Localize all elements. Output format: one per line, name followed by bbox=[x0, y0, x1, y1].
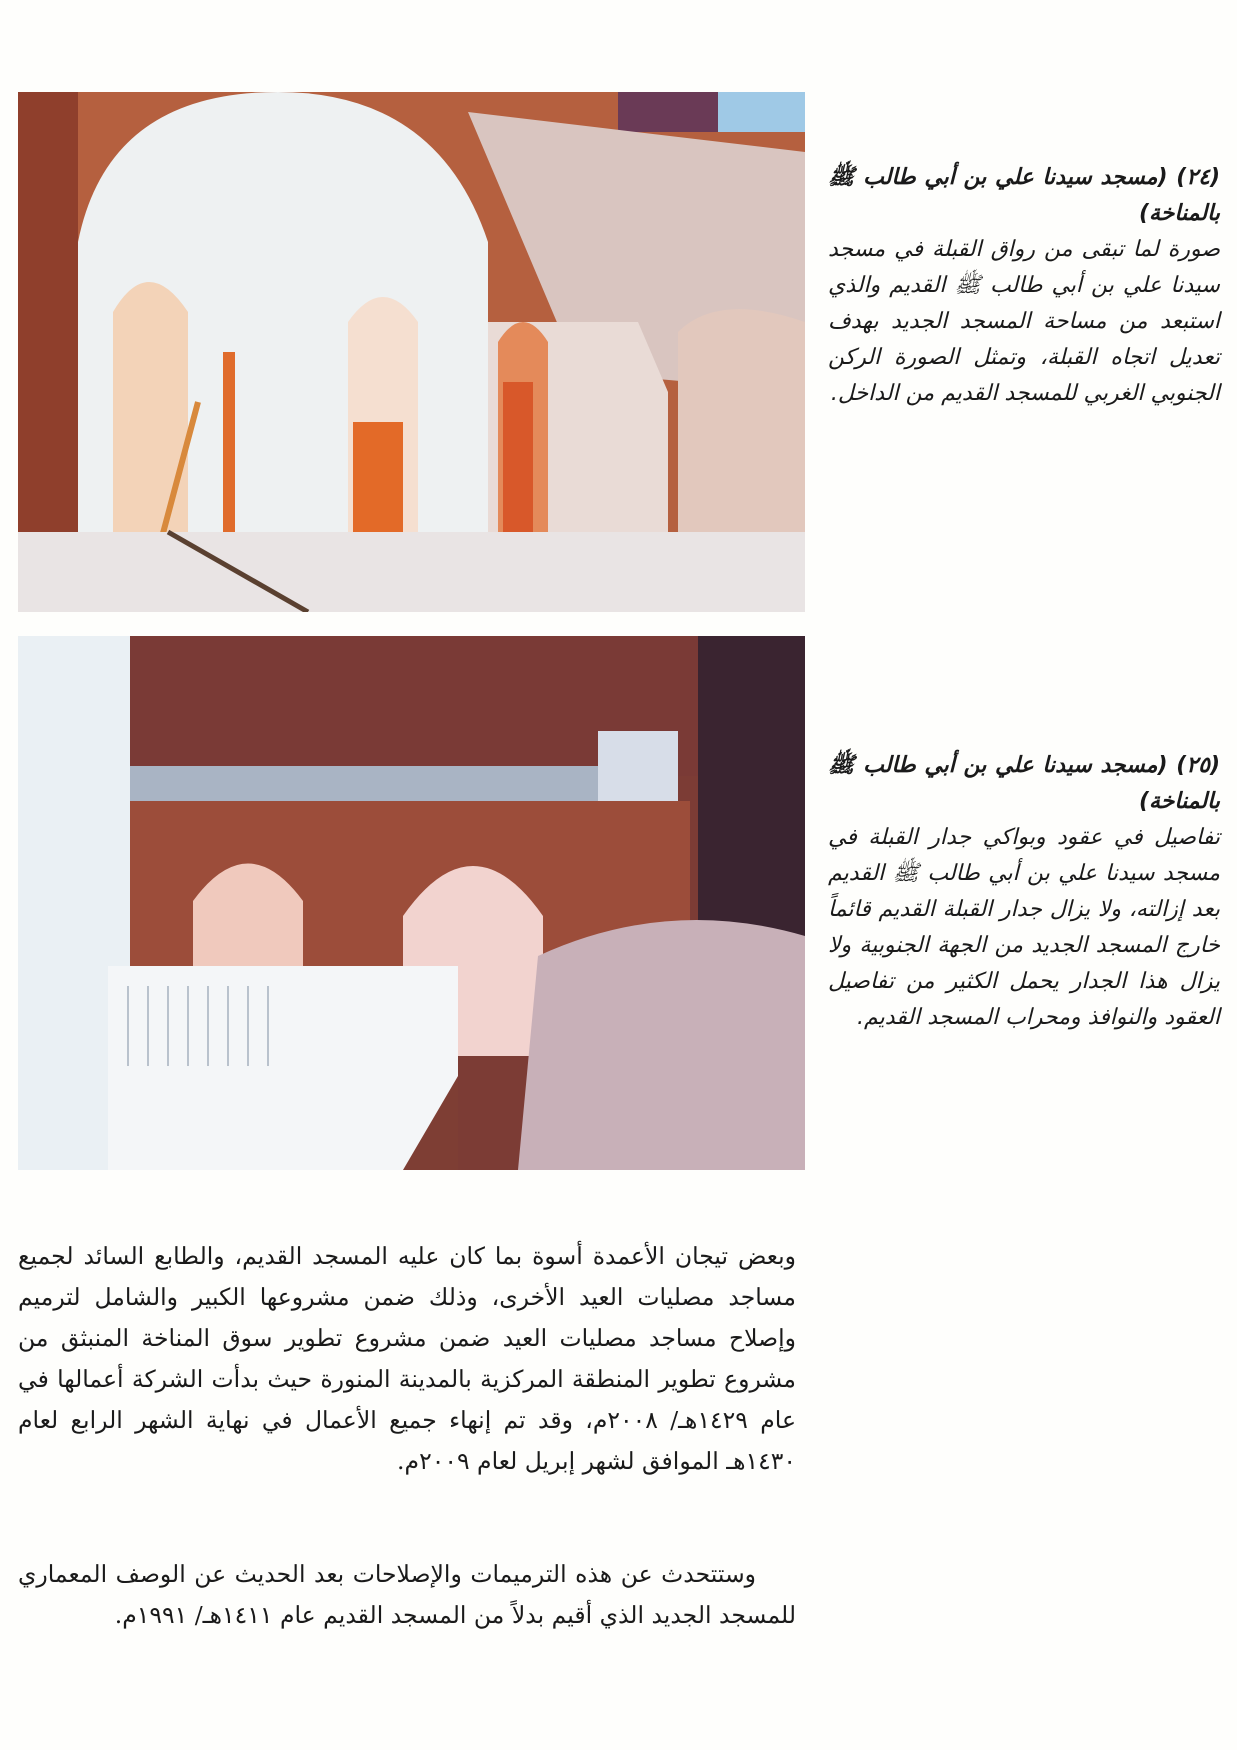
figure-25-description: تفاصيل في عقود وبواكي جدار القبلة في مسجد سيدنا علي بن أبي طالب ﷺ القديم بعد إزالته، ولا يزال جدار القبلة القديم قائماً خارج المسجد الجديد من الجهة الجنوبية ولا يزال هذا الجدار يحمل الكثير من تفاصيل العقود والنوافذ ومحراب المسجد القديم. bbox=[828, 825, 1220, 1030]
figure-24-title bbox=[828, 160, 1220, 232]
photo-2-image bbox=[18, 636, 805, 1170]
body-paragraph-2: وستتحدث عن هذه الترميمات والإصلاحات بعد الحديث عن الوصف المعماري للمسجد الجديد الذي أقيم بدلاً من المسجد القديم عام ١٤١١هـ/ ١٩٩١م. bbox=[18, 1559, 796, 1629]
body-paragraph-1: وبعض تيجان الأعمدة أسوة بما كان عليه المسجد القديم، والطابع السائد لجميع مساجد مصليات العيد الأخرى، وذلك ضمن مشروعها الكبير والشامل لترميم وإصلاح مساجد مصليات العيد ضمن مشروع تطوير سوق المناخة المنبثق من مشروع تطوير المنطقة المركزية بالمدينة المنورة حيث بدأت الشركة أعمالها في عام ١٤٢٩هـ/ ٢٠٠٨م، وقد تم إنهاء جميع الأعمال في نهاية الشهر الرابع لعام ١٤٣٠هـ الموافق لشهر إبريل لعام ٢٠٠٩م. bbox=[18, 1241, 796, 1475]
figure-24-title-text: (مسجد سيدنا علي بن أبي طالب ﷺ بالمناخة) bbox=[828, 165, 1220, 226]
figure-25-number: (٢٥) bbox=[1176, 753, 1220, 778]
figure-25-title-text: (مسجد سيدنا علي بن أبي طالب ﷺ بالمناخة) bbox=[828, 753, 1220, 814]
figure-24-caption bbox=[828, 160, 1220, 412]
photo-qibla-wall-arches bbox=[18, 636, 805, 1170]
figure-24-number: (٢٤) bbox=[1176, 165, 1220, 190]
photo-old-qibla-arcade bbox=[18, 92, 805, 612]
figure-24-description: صورة لما تبقى من رواق القبلة في مسجد سيدنا علي بن أبي طالب ﷺ القديم والذي استبعد من مساحة المسجد الجديد بهدف تعديل اتجاه القبلة، وتمثل الصورة الركن الجنوبي الغربي للمسجد القديم من الداخل. bbox=[828, 237, 1220, 406]
figure-25-caption bbox=[828, 748, 1220, 1036]
figure-25-title bbox=[828, 748, 1220, 820]
photo-1-image bbox=[18, 92, 805, 612]
